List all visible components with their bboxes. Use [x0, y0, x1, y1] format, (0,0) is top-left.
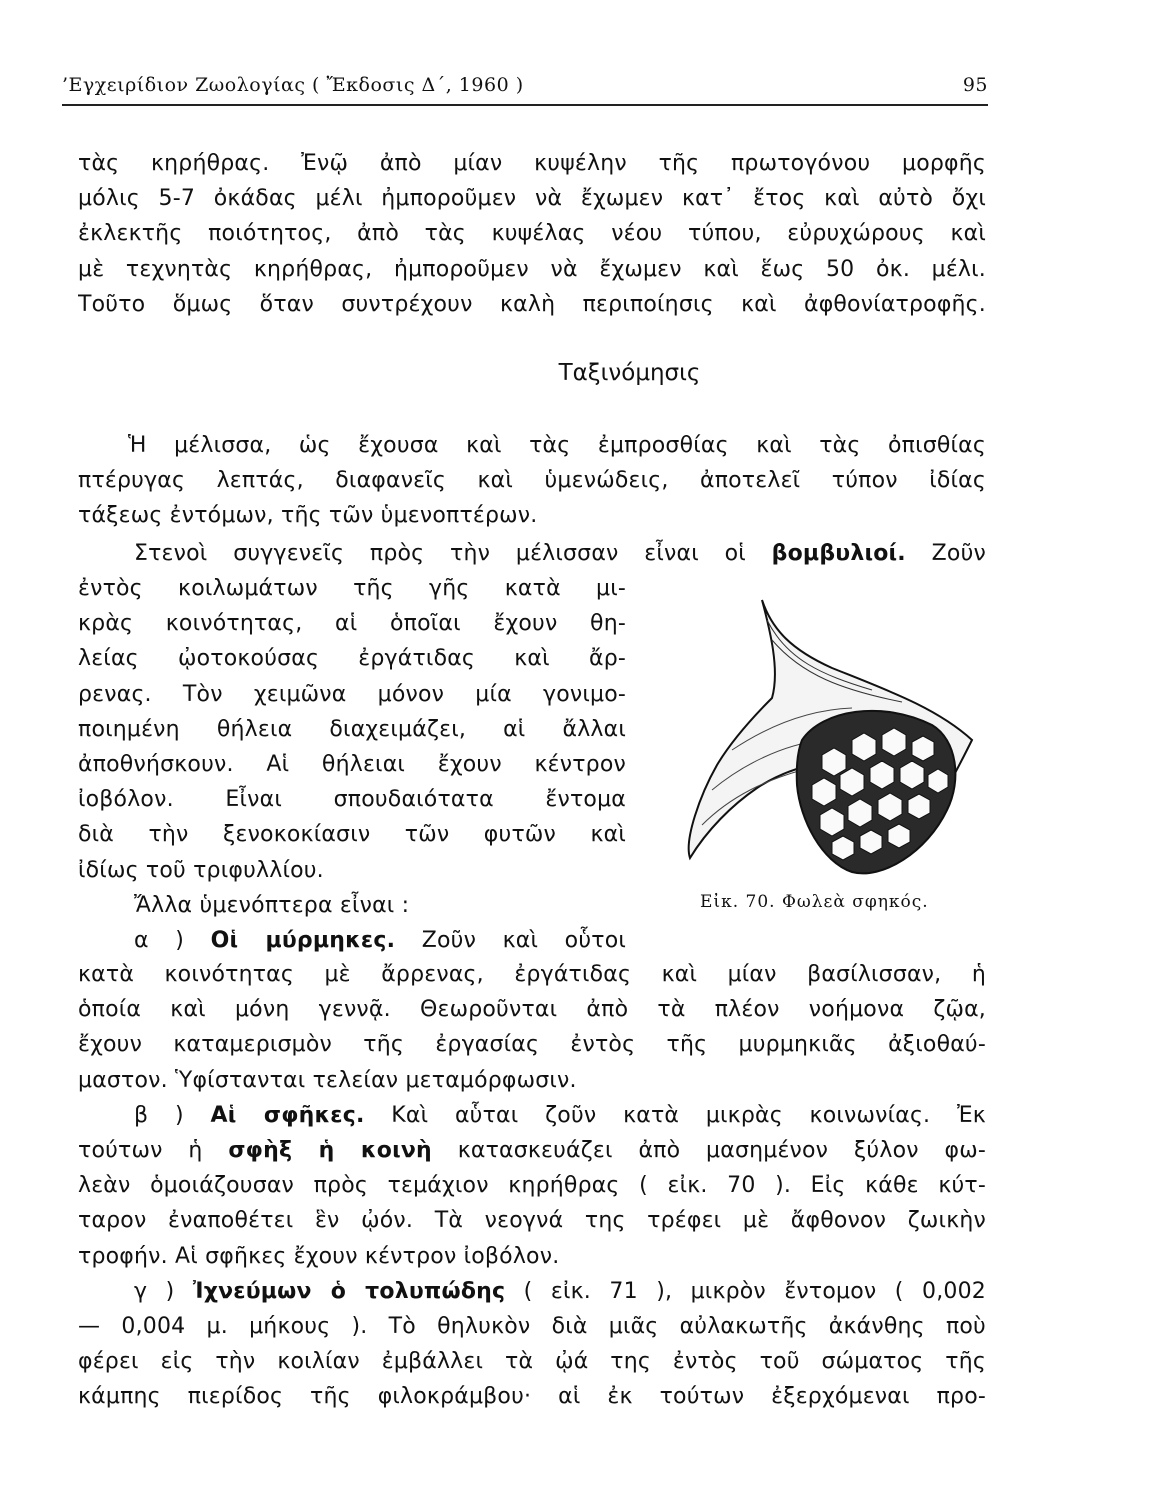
header-rule [62, 104, 988, 106]
bold-term: βομβυλιοί. [771, 541, 906, 566]
text-line: ρενας. Τὸν χειμῶνα μόνον μία γονιμο- [78, 681, 626, 707]
list-items [78, 957, 986, 1414]
text-run: Στενοὶ συγγενεῖς πρὸς τὴν μέλισσαν εἶναι οἱ [134, 541, 772, 566]
paragraph-2 [78, 428, 986, 534]
text-line: μαστον. Ὑφίστανται τελείαν μεταμόρφωσιν. [78, 1067, 577, 1093]
text-line [78, 536, 986, 571]
page-header [62, 70, 988, 104]
paragraph-1 [78, 146, 986, 322]
list-label: α ) [134, 927, 211, 953]
text-line: ἀποθνήσκουν. Αἱ θήλειαι ἔχουν κέντρον [78, 751, 626, 777]
section-heading: Ταξινόμησις [558, 360, 701, 386]
text-line: λεὰν ὁμοιάζουσαν πρὸς τεμάχιον κηρήθρας ( εἰκ. 70 ). Εἰς κάθε κύτ- [78, 1173, 986, 1199]
wasp-nest-figure [672, 590, 992, 880]
text-line: πτέρυγας λεπτάς, διαφανεῖς καὶ ὑμενώδεις, ἀποτελεῖ τύπον ἰδίας [78, 468, 986, 494]
wasp-nest-icon [672, 590, 992, 880]
text-line: ὁποία καὶ μόνη γεννᾷ. Θεωροῦνται ἀπὸ τὰ πλέον νοήμονα ζῷα, [78, 997, 986, 1023]
text-line: ἰοβόλον. Εἶναι σπουδαιότατα ἔντομα [78, 787, 626, 813]
text-line: φέρει εἰς τὴν κοιλίαν ἐμβάλλει τὰ ᾠά της ἐντὸς τοῦ σώματος τῆς [78, 1349, 986, 1375]
text-line [78, 923, 626, 958]
text-line: τροφήν. Αἱ σφῆκες ἔχουν κέντρον ἰοβόλον. [78, 1243, 560, 1269]
text-line: ποιημένη θήλεια διαχειμάζει, αἱ ἄλλαι [78, 716, 626, 742]
text-line [78, 1133, 986, 1168]
text-line: λείας ᾠοτοκούσας ἐργάτιδας καὶ ἄρ- [78, 646, 626, 672]
text-line: κατὰ κοινότητας μὲ ἄρρενας, ἐργάτιδας καὶ μίαν βασίλισσαν, ἡ [78, 962, 986, 987]
text-line [78, 1098, 986, 1133]
bold-term: Αἱ σφῆκες. [210, 1102, 365, 1128]
list-label: γ ) [134, 1278, 193, 1304]
figure-caption: Εἰκ. 70. Φωλεὰ σφηκός. [700, 892, 929, 912]
text-line: μὲ τεχνητὰς κηρήθρας, ἠμποροῦμεν νὰ ἔχωμεν καὶ ἕως 50 ὀκ. μέλι. [78, 256, 986, 282]
text-line: ἰδίως τοῦ τριφυλλίου. [78, 857, 324, 883]
paragraph-3 [78, 536, 986, 571]
text-line: διὰ τὴν ξενοκοκίασιν τῶν φυτῶν καὶ [78, 822, 626, 848]
page-number: 95 [962, 74, 988, 96]
text-line: τὰς κηρήθρας. Ἐνῷ ἀπὸ μίαν κυψέλην τῆς πρωτογόνου μορφῆς [78, 151, 986, 176]
text-line: ταρον ἐναποθέτει ἓν ᾠόν. Τὰ νεογνά της τρέφει μὲ ἄφθονον ζωικὴν [78, 1208, 986, 1234]
running-title: ’Εγχειρίδιον Ζωολογίας ( Ἔκδοσις Δ΄, 1960 ) [62, 74, 524, 96]
text-line: ἔχουν καταμερισμὸν τῆς ἐργασίας ἐντὸς τῆς μυρμηκιᾶς ἀξιοθαύ- [78, 1032, 986, 1058]
text-run: Ζοῦν [905, 541, 986, 566]
paragraph-3-column [78, 571, 626, 958]
text-line: — 0,004 μ. μήκους ). Τὸ θηλυκὸν διὰ μιᾶς αὐλακωτῆς ἀκάνθης ποὺ [78, 1313, 986, 1339]
bold-term: σφὴξ ἡ κοινὴ [228, 1137, 432, 1163]
text-line: τάξεως ἐντόμων, τῆς τῶν ὑμενοπτέρων. [78, 503, 538, 529]
text-run: Ζοῦν καὶ οὗτοι [395, 927, 626, 953]
text-line: Ἡ μέλισσα, ὡς ἔχουσα καὶ τὰς ἐμπροσθίας καὶ τὰς ὀπισθίας [128, 433, 986, 458]
text-run: τούτων ἡ [78, 1137, 229, 1163]
text-line: μόλις 5-7 ὀκάδας μέλι ἠμποροῦμεν νὰ ἔχωμεν κατ᾿ ἔτος καὶ αὐτὸ ὄχι [78, 186, 986, 212]
text-line: κάμπης πιερίδος τῆς φιλοκράμβου· αἱ ἐκ τούτων ἐξερχόμεναι προ- [78, 1384, 986, 1410]
text-line: Τοῦτο ὅμως ὅταν συντρέχουν καλὴ περιποίησις καὶ ἀφθονίατροφῆς. [78, 291, 986, 317]
text-line: ἐκλεκτῆς ποιότητος, ἀπὸ τὰς κυψέλας νέου τύπου, εὐρυχώρους καὶ [78, 221, 986, 247]
text-line: Ἄλλα ὑμενόπτερα εἶναι : [134, 892, 410, 918]
text-line: κρὰς κοινότητας, αἱ ὁποῖαι ἔχουν θη- [78, 611, 626, 637]
text-line: ἐντὸς κοιλωμάτων τῆς γῆς κατὰ μι- [78, 576, 626, 601]
text-run: ( εἰκ. 71 ), μικρὸν ἔντομον ( 0,002 [505, 1278, 986, 1304]
text-line [78, 1274, 986, 1309]
list-label: β ) [134, 1102, 211, 1128]
bold-term: Ἰχνεύμων ὁ τολυπώδης [192, 1278, 506, 1304]
text-run: Καὶ αὗται ζοῦν κατὰ μικρὰς κοινωνίας. Ἐκ [364, 1102, 986, 1128]
text-run: κατασκευάζει ἀπὸ μασημένον ξύλον φω- [431, 1137, 986, 1163]
bold-term: Οἱ μύρμηκες. [210, 927, 396, 953]
